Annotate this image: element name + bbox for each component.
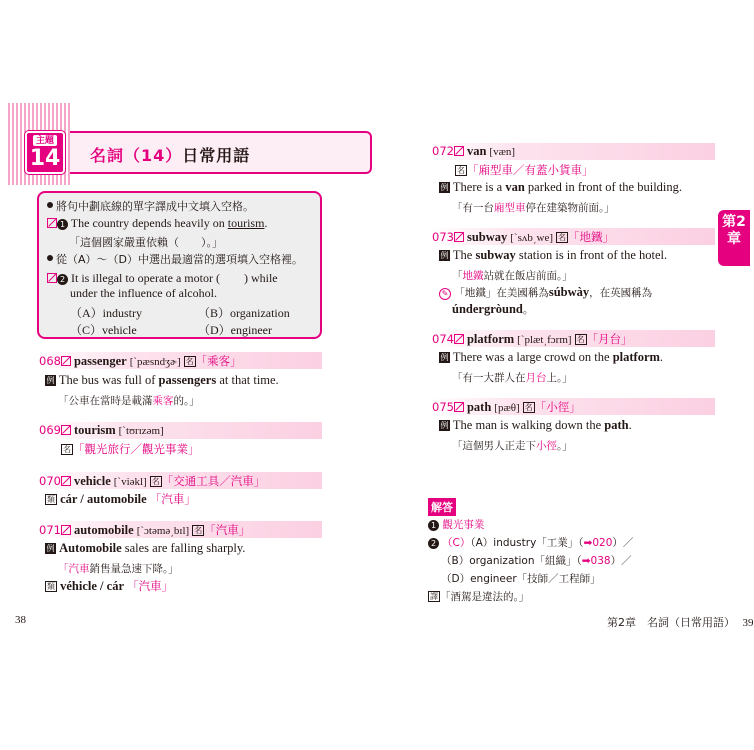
noun-tag: 名: [558, 233, 567, 242]
example-074: 例 There was a large crowd on the platform.: [440, 350, 664, 364]
synonym-070: 類 cár / automobile 「汽車」: [47, 492, 196, 506]
quiz-option-b: （B）organization: [198, 306, 290, 320]
quiz-box: [37, 191, 322, 339]
synonym-071: 類 véhicle / cár 「汽車」: [47, 579, 174, 593]
checkbox-icon: [47, 273, 57, 283]
entry-072: 072 van [væn]: [432, 144, 516, 158]
topic-number: 14: [29, 146, 61, 171]
example-071: 例 Automobile sales are falling sharply.: [46, 541, 246, 555]
noun-tag: 名: [151, 477, 160, 486]
number-1-icon: 1: [57, 219, 68, 230]
example-tag-icon: 例: [46, 544, 55, 553]
topic-label: 主題: [33, 135, 57, 146]
bullet-icon: [47, 202, 53, 208]
quiz-question-2-cont: under the influence of alcohol.: [70, 286, 217, 300]
noun-tag: 名: [194, 526, 203, 535]
noun-tag: 名: [457, 166, 465, 175]
checkbox-icon: [61, 525, 71, 535]
example-072: 例 There is a van parked in front of the building.: [440, 180, 683, 194]
example-068: 例 The bus was full of passengers at that time.: [46, 373, 279, 387]
entry-075: 075 path [pæθ] 名 「小徑」: [432, 400, 581, 414]
checkbox-icon: [454, 402, 464, 412]
note-073-cont: úndergròund。: [452, 302, 534, 316]
answer-2-translation: 譯 「酒駕是違法的。」: [430, 591, 530, 603]
translation-073: 「地鐵站就在飯店前面。」: [452, 270, 573, 282]
entry-071: 071 automobile [ˋɔtəmə͵bɪl] 名 「汽車」: [39, 523, 251, 537]
example-tag-icon: 例: [440, 353, 449, 362]
translation-072: 「有一台廂型車停在建築物前面。」: [452, 202, 615, 214]
quiz-instruction-2: 從（A）～（D）中選出最適當的選項填入空格裡。: [47, 251, 303, 267]
meaning-072: 名 「廂型車／有蓋小貨車」: [457, 163, 594, 177]
noun-tag: 名: [524, 403, 533, 412]
quiz-question-1: 1 The country depends heavily on tourism.: [47, 216, 267, 231]
answer-1: 1 觀光事業: [428, 517, 484, 532]
checkbox-icon: [61, 356, 71, 366]
bullet-icon: [47, 255, 53, 261]
entry-074: 074 platform [ˋplæt͵fɔrm] 名 「月台」: [432, 332, 633, 346]
translation-tag: 譯: [430, 592, 438, 601]
answer-2-line-2: （B）organization「組織」（➡038）／: [441, 555, 632, 567]
example-tag-icon: 例: [440, 421, 449, 430]
translation-068: 「公車在當時是載滿乘客的。」: [58, 395, 200, 407]
checkbox-icon: [61, 425, 71, 435]
meaning-069: 名 「觀光旅行／觀光事業」: [63, 442, 200, 456]
quiz-option-c: （C）vehicle: [70, 323, 137, 337]
quiz-instruction-1: 將句中劃底線的單字譯成中文填入空格。: [47, 198, 254, 214]
entry-073: 073 subway [ˋsʌb͵we] 名 「地鐵」: [432, 230, 615, 244]
example-tag-icon: 例: [440, 183, 449, 192]
synonym-tag: 類: [47, 495, 55, 504]
example-tag-icon: 例: [46, 376, 55, 385]
answer-2-line-1: 2 （C）（A）industry「工業」（➡020）／: [428, 535, 633, 550]
translation-074: 「有一大群人在月台上。」: [452, 372, 573, 384]
quiz-question-2: 2 It is illegal to operate a motor ( ) while: [47, 269, 278, 286]
answers-title: 解答: [428, 498, 456, 516]
chapter-tab: 第2 章: [718, 210, 750, 266]
translation-071: 「汽車銷售量急速下降。」: [58, 563, 179, 575]
entry-068: 068 passenger [ˋpæsndʒɚ] 名 「乘客」: [39, 354, 242, 368]
checkbox-icon: [61, 476, 71, 486]
title-suffix: 日常用語: [182, 146, 251, 165]
example-073: 例 The subway station is in front of the hotel.: [440, 248, 668, 262]
page-number-right: 39: [742, 617, 754, 629]
noun-tag: 名: [185, 357, 194, 366]
note-073: ✎ 「地鐵」在美國稱為súbwày，在英國稱為: [439, 285, 652, 300]
note-icon: ✎: [439, 288, 451, 300]
answer-2-line-3: （D）engineer「技師／工程師」: [441, 573, 601, 585]
quiz-option-a: （A）industry: [70, 306, 143, 320]
example-tag-icon: 例: [440, 251, 449, 260]
page-number-left: 38: [15, 614, 26, 626]
checkbox-icon: [454, 232, 464, 242]
noun-tag: 名: [576, 335, 585, 344]
quiz-option-d: （D）engineer: [198, 323, 272, 337]
synonym-tag: 類: [47, 582, 55, 591]
noun-tag: 名: [63, 445, 71, 454]
footer-right: 第2章 名詞（日常用語） 39: [607, 616, 754, 629]
example-075: 例 The man is walking down the path.: [440, 418, 632, 432]
title-num: （14）: [124, 146, 183, 165]
checkbox-icon: [47, 218, 57, 228]
entry-070: 070 vehicle [ˋviəkl] 名 「交通工具／汽車」: [39, 474, 266, 488]
checkbox-icon: [454, 334, 464, 344]
translation-075: 「這個男人正走下小徑。」: [452, 440, 573, 452]
entry-069: 069 tourism [ˋtʊrɪzəm]: [39, 423, 164, 437]
title-prefix: 名詞: [90, 146, 125, 165]
checkbox-icon: [454, 146, 464, 156]
page-title: [90, 143, 250, 166]
number-2-icon: 2: [57, 274, 68, 285]
topic-number-badge: [25, 131, 65, 174]
quiz-question-1-zh: 「這個國家嚴重依賴（ ）。」: [69, 236, 223, 249]
